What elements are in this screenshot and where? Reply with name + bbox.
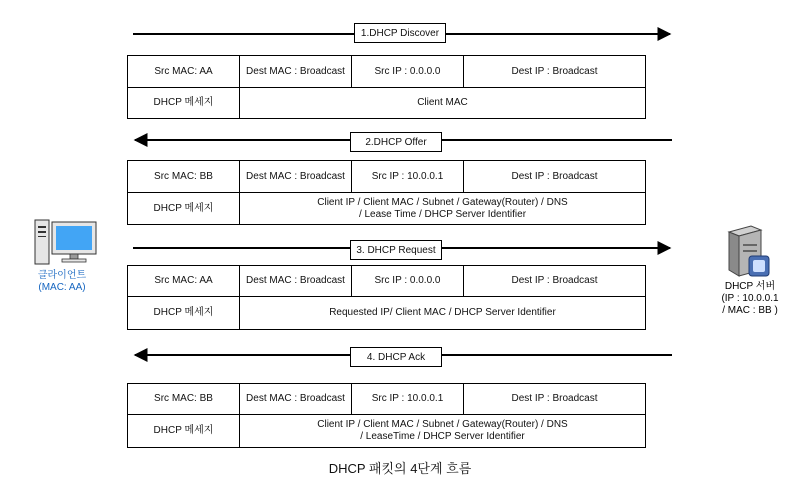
packet-header-row	[128, 56, 646, 88]
packet-message-row	[128, 193, 646, 225]
diagram-caption: DHCP 패킷의 4단계 흐름	[328, 461, 472, 476]
dhcp-message-label: DHCP 메세지	[128, 297, 240, 330]
step-label-discover: 1.DHCP Discover	[354, 23, 446, 43]
client-label	[26, 270, 98, 294]
step-label-request: 3. DHCP Request	[350, 240, 442, 260]
dest-ip-cell: Dest IP : Broadcast	[464, 56, 646, 88]
dhcp-message-label: DHCP 메세지	[128, 415, 240, 448]
dhcp-message-content	[240, 193, 646, 225]
packet-header-row	[128, 161, 646, 193]
dest-mac-cell: Dest MAC : Broadcast	[240, 384, 352, 415]
desktop-computer-icon	[34, 218, 98, 268]
dest-ip-cell: Dest IP : Broadcast	[464, 161, 646, 193]
dhcp-message-line: / LeaseTime / DHCP Server Identifier	[360, 431, 525, 442]
client-mac: (MAC: AA)	[38, 282, 86, 293]
dest-mac-cell: Dest MAC : Broadcast	[240, 266, 352, 297]
dhcp-message-content	[240, 88, 646, 119]
server-label	[700, 281, 800, 317]
server-icon	[727, 224, 773, 280]
dhcp-message-label: DHCP 메세지	[128, 88, 240, 119]
dhcp-message-line: Client MAC	[417, 97, 468, 108]
step-label-offer: 2.DHCP Offer	[350, 132, 442, 152]
dest-ip-cell: Dest IP : Broadcast	[464, 266, 646, 297]
src-ip-cell: Src IP : 0.0.0.0	[352, 56, 464, 88]
server-name: DHCP 서버	[724, 281, 776, 292]
dhcp-message-line: Client IP / Client MAC / Subnet / Gateway(Router) / DNS	[317, 196, 568, 208]
server-mac: / MAC : BB )	[722, 305, 778, 316]
dhcp-message-content	[240, 415, 646, 448]
src-mac-cell: Src MAC: BB	[128, 161, 240, 193]
client-name: 클라이언트	[37, 270, 87, 281]
packet-table-ack	[127, 383, 646, 448]
packet-message-row	[128, 415, 646, 448]
server-ip: (IP : 10.0.0.1	[721, 293, 779, 304]
dhcp-message-label: DHCP 메세지	[128, 193, 240, 225]
src-ip-cell: Src IP : 10.0.0.1	[352, 384, 464, 415]
dest-ip-cell: Dest IP : Broadcast	[464, 384, 646, 415]
step-label-ack: 4. DHCP Ack	[350, 347, 442, 367]
dest-mac-cell: Dest MAC : Broadcast	[240, 56, 352, 88]
src-ip-cell: Src IP : 10.0.0.1	[352, 161, 464, 193]
dhcp-message-line: / Lease Time / DHCP Server Identifier	[358, 208, 527, 220]
src-ip-cell: Src IP : 0.0.0.0	[352, 266, 464, 297]
dhcp-message-line: Client IP / Client MAC / Subnet / Gateway(Router) / DNS	[317, 419, 568, 430]
dest-mac-cell: Dest MAC : Broadcast	[240, 161, 352, 193]
packet-header-row	[128, 266, 646, 297]
src-mac-cell: Src MAC: AA	[128, 56, 240, 88]
packet-table-discover	[127, 55, 646, 119]
packet-table-request	[127, 265, 646, 330]
packet-message-row	[128, 88, 646, 119]
packet-table-offer	[127, 160, 646, 225]
packet-message-row	[128, 297, 646, 330]
dhcp-message-content	[240, 297, 646, 330]
packet-header-row	[128, 384, 646, 415]
dhcp-message-line: Requested IP/ Client MAC / DHCP Server Identifier	[329, 307, 556, 318]
src-mac-cell: Src MAC: BB	[128, 384, 240, 415]
src-mac-cell: Src MAC: AA	[128, 266, 240, 297]
